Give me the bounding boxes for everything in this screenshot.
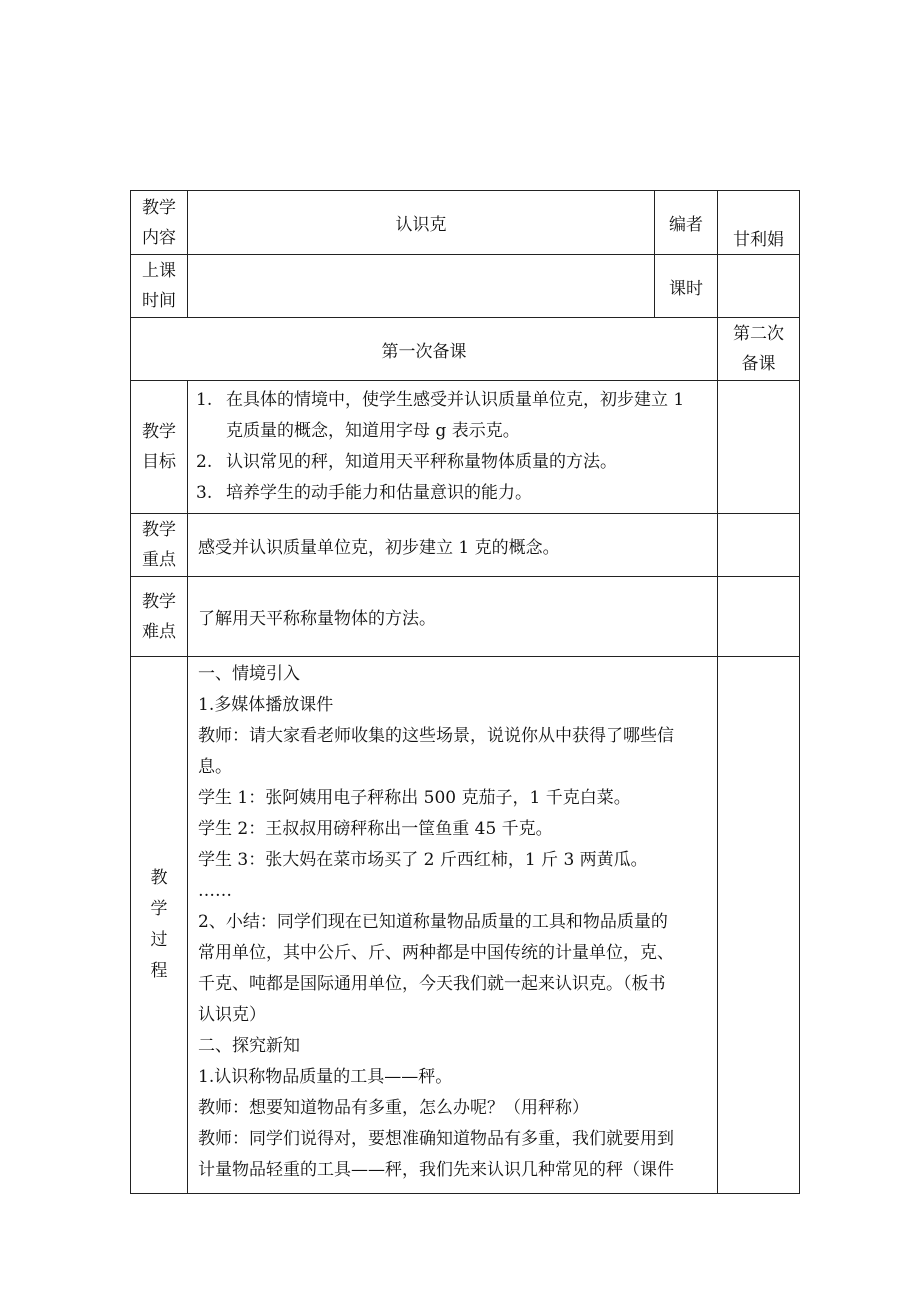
time-value (188, 255, 655, 318)
row-key-point (131, 514, 800, 577)
process-line: 学生 2：王叔叔用磅秤称出一筐鱼重 45 千克。 (198, 819, 553, 839)
process-line: 息。 (198, 757, 232, 777)
period-label: 课时 (655, 255, 718, 318)
difficulty-text: 了解用天平称称量物体的方法。 (188, 577, 718, 657)
difficulty-label: 教学 难点 (131, 577, 188, 657)
first-prep-header: 第一次备课 (131, 318, 718, 381)
key-point-label: 教学 重点 (131, 514, 188, 577)
process-line: 1.多媒体播放课件 (198, 695, 334, 715)
row-teaching-content (131, 191, 800, 255)
row-process (131, 657, 800, 1194)
process-line: 教师：同学们说得对，要想准确知道物品有多重，我们就要用到 (198, 1129, 674, 1149)
process-line: 千克、吨都是国际通用单位，今天我们就一起来认识克。（板书 (198, 974, 666, 994)
process-line: 二、探究新知 (198, 1036, 300, 1056)
process-line: 教师：想要知道物品有多重，怎么办呢？（用秤称） (198, 1098, 589, 1118)
second-prep-header: 第二次 备课 (718, 318, 800, 381)
row-class-time (131, 255, 800, 318)
row-difficulty (131, 577, 800, 657)
objectives-list (188, 381, 718, 514)
content-value: 认识克 (188, 191, 655, 255)
process-line: 1.认识称物品质量的工具——秤。 (198, 1067, 453, 1087)
process-line: 学生 3：张大妈在菜市场买了 2 斤西红柿，1 斤 3 两黄瓜。 (198, 850, 648, 870)
objectives-second-prep (718, 381, 800, 514)
lesson-plan-table (130, 190, 800, 1194)
key-point-text: 感受并认识质量单位克，初步建立 1 克的概念。 (188, 514, 718, 577)
process-second-prep (718, 657, 800, 1194)
editor-label: 编者 (655, 191, 718, 255)
time-label: 上课 时间 (131, 255, 188, 318)
process-line: 2、小结：同学们现在已知道称量物品质量的工具和物品质量的 (198, 912, 668, 932)
objectives-label: 教学 目标 (131, 381, 188, 514)
process-line: …… (198, 881, 232, 901)
editor-value: 甘利娟 (718, 191, 800, 255)
objective-item: 3. 培养学生的动手能力和估量意识的能力。 (196, 483, 532, 503)
objective-item: 1. 在具体的情境中，使学生感受并认识质量单位克，初步建立 1 克质量的概念，知道用字母 g 表示克。 (196, 390, 685, 441)
row-prep-headers (131, 318, 800, 381)
difficulty-second-prep (718, 577, 800, 657)
process-label: 教 学 过 程 (131, 657, 188, 1194)
content-label: 教学 内容 (131, 191, 188, 255)
process-line: 学生 1：张阿姨用电子秤称出 500 克茄子，1 千克白菜。 (198, 788, 631, 808)
process-line: 一、情境引入 (198, 664, 300, 684)
key-point-second-prep (718, 514, 800, 577)
process-line: 常用单位，其中公斤、斤、两种都是中国传统的计量单位，克、 (198, 943, 674, 963)
period-value (718, 255, 800, 318)
row-objectives (131, 381, 800, 514)
process-line: 教师：请大家看老师收集的这些场景，说说你从中获得了哪些信 (198, 726, 674, 746)
process-line: 认识克） (198, 1005, 266, 1025)
objective-item: 2. 认识常见的秤，知道用天平秤称量物体质量的方法。 (196, 452, 617, 472)
process-line: 计量物品轻重的工具——秤，我们先来认识几种常见的秤（课件 (198, 1160, 674, 1180)
process-content (188, 657, 718, 1194)
